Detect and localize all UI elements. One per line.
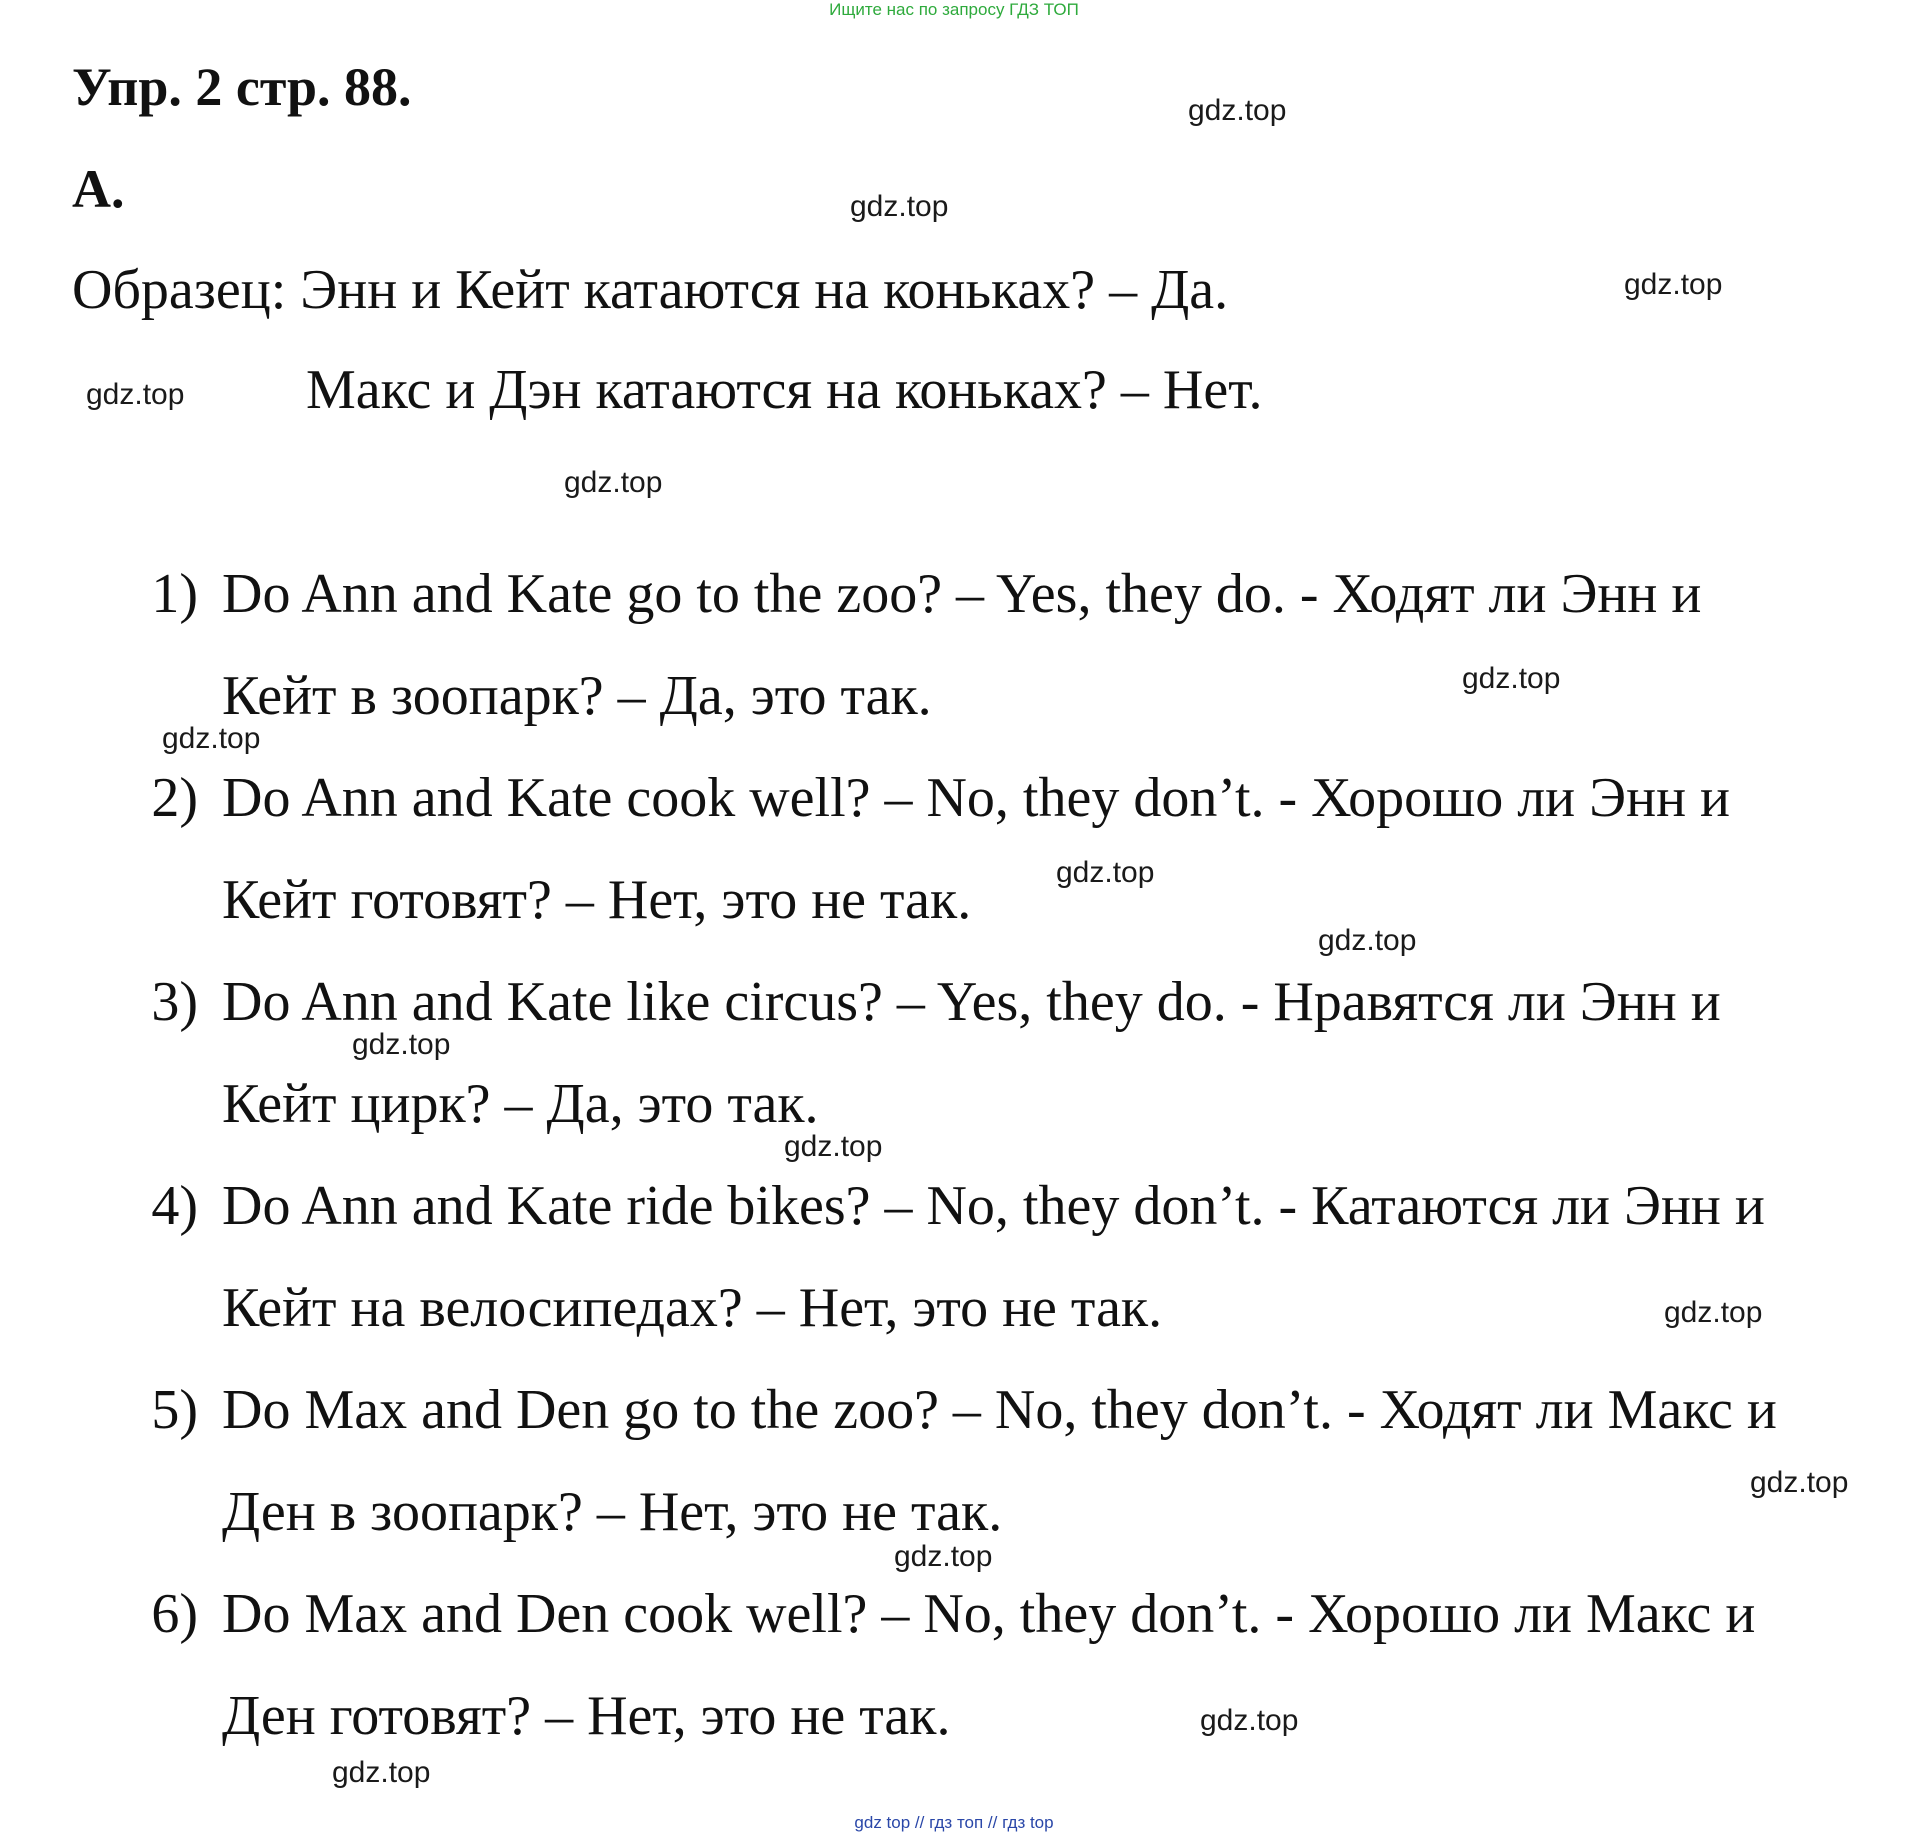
watermark: gdz.top xyxy=(162,722,261,755)
item-number: 6) xyxy=(151,1583,198,1645)
watermark: gdz.top xyxy=(1462,662,1561,695)
sample-line-1: Образец: Энн и Кейт катаются на коньках? – Да. xyxy=(72,259,1229,321)
watermark: gdz.top xyxy=(352,1028,451,1061)
item-number: 2) xyxy=(151,767,198,829)
item-number: 4) xyxy=(151,1175,198,1237)
watermark: gdz.top xyxy=(1624,268,1723,301)
item-line-1: Do Ann and Kate go to the zoo? – Yes, they do. - Ходят ли Энн и xyxy=(222,563,1702,625)
watermark: gdz.top xyxy=(784,1130,883,1163)
top-note: Ищите нас по запросу ГДЗ ТОП xyxy=(829,0,1079,19)
item-line-1: Do Max and Den cook well? – No, they don’t. - Хорошо ли Макс и xyxy=(222,1583,1756,1645)
sample-line-2: Макс и Дэн катаются на коньках? – Нет. xyxy=(306,359,1263,421)
item-line-2: Кейт цирк? – Да, это так. xyxy=(222,1073,819,1135)
watermark: gdz.top xyxy=(894,1540,993,1573)
footer-note: gdz top // гдз топ // гдз top xyxy=(854,1813,1054,1832)
item-number: 1) xyxy=(151,563,198,625)
exercise-title: Упр. 2 стр. 88. xyxy=(72,57,412,117)
watermark: gdz.top xyxy=(850,190,949,223)
watermark: gdz.top xyxy=(1750,1466,1849,1499)
item-line-2: Ден в зоопарк? – Нет, это не так. xyxy=(222,1481,1003,1543)
item-line-1: Do Ann and Kate cook well? – No, they don’t. - Хорошо ли Энн и xyxy=(222,767,1731,829)
section-label: А. xyxy=(72,159,125,219)
watermark: gdz.top xyxy=(86,378,185,411)
watermark: gdz.top xyxy=(1056,856,1155,889)
item-number: 5) xyxy=(151,1379,198,1441)
item-line-2: Ден готовят? – Нет, это не так. xyxy=(222,1685,951,1747)
item-line-1: Do Ann and Kate like circus? – Yes, they do. - Нравятся ли Энн и xyxy=(222,971,1721,1033)
item-line-1: Do Max and Den go to the zoo? – No, they don’t. - Ходят ли Макс и xyxy=(222,1379,1777,1441)
item-number: 3) xyxy=(151,971,198,1033)
watermark: gdz.top xyxy=(332,1756,431,1789)
item-line-1: Do Ann and Kate ride bikes? – No, they don’t. - Катаются ли Энн и xyxy=(222,1175,1765,1237)
item-line-2: Кейт готовят? – Нет, это не так. xyxy=(222,869,972,931)
item-line-2: Кейт на велосипедах? – Нет, это не так. xyxy=(222,1277,1163,1339)
watermark: gdz.top xyxy=(1200,1704,1299,1737)
watermark: gdz.top xyxy=(564,466,663,499)
watermark: gdz.top xyxy=(1188,94,1287,127)
watermark: gdz.top xyxy=(1318,924,1417,957)
item-line-2: Кейт в зоопарк? – Да, это так. xyxy=(222,665,932,727)
watermark: gdz.top xyxy=(1664,1296,1763,1329)
